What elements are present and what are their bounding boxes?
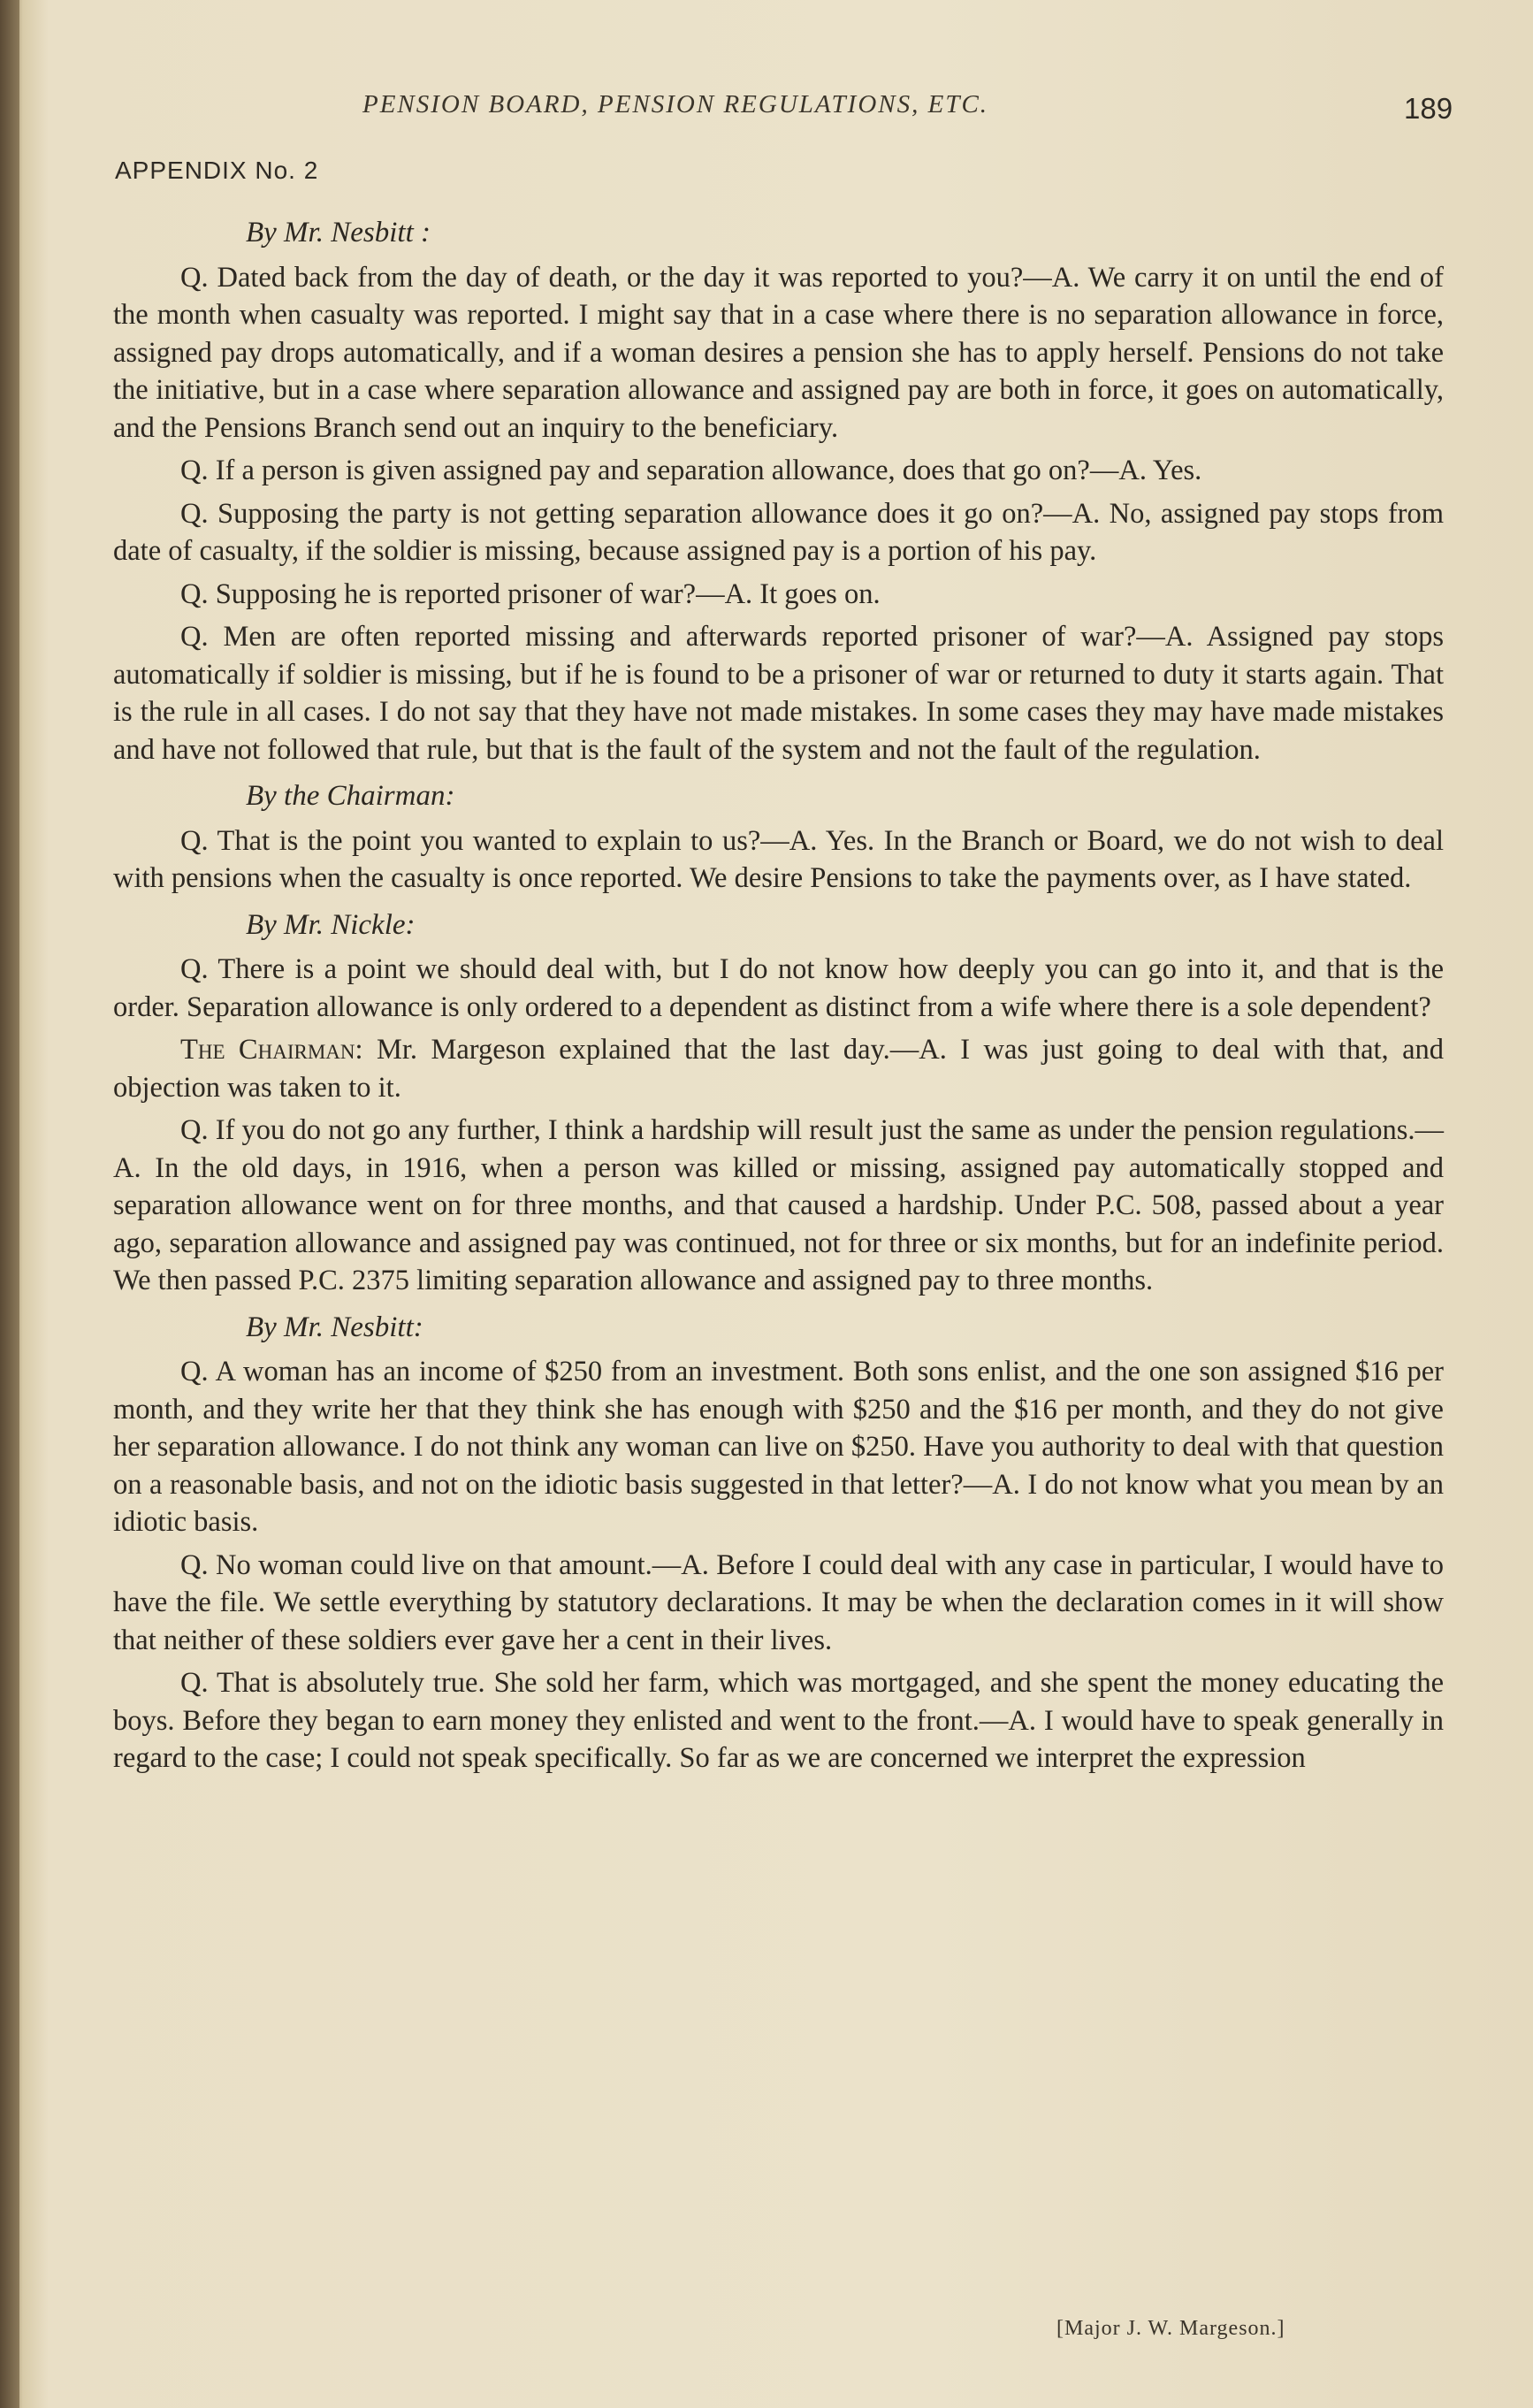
paragraph: Q. Supposing the party is not getting separation allowance does it go on?—A. No, assigned pay stops from date of casualty, if the soldier is missing, because assigned pay is a portion of his pay. — [113, 497, 1444, 567]
speaker-heading: By Mr. Nesbitt: — [246, 1311, 423, 1343]
paragraph: Q. That is the point you wanted to explain to us?—A. Yes. In the Branch or Board, we do not wish to deal with pensions when the casualty is once reported. We desire Pensions to take the payments over, as I have stated. — [113, 824, 1444, 894]
page-number: 189 — [1404, 92, 1453, 125]
paragraph: Q. No woman could live on that amount.—A. Before I could deal with any case in particular, I would have to have the file. We settle everything by statutory declarations. It may be when the declaration comes in it will show that neither of these soldiers ever gave her a cent in their lives. — [113, 1548, 1444, 1656]
paragraph: Q. Supposing he is reported prisoner of war?—A. It goes on. — [180, 577, 881, 610]
witness-footer: [Major J. W. Margeson.] — [1056, 2317, 1285, 2340]
speaker-heading: By the Chairman: — [246, 780, 455, 812]
paragraph: Q. Dated back from the day of death, or the day it was reported to you?—A. We carry it on until the end of the month when casualty was reported. I might say that in a case where there is no separation allowance in force, assigned pay drops automatically, and if a woman desires a pension she has to apply herself. Pensions do not take the initiative, but in a case where separation allowance and assigned pay are both in force, it goes on automatically, and the Pensions Branch send out an inquiry to the beneficiary. — [113, 261, 1444, 444]
speaker-heading: By Mr. Nesbitt : — [246, 217, 431, 248]
appendix-label: APPENDIX No. 2 — [115, 157, 319, 184]
speaker-heading: By Mr. Nickle: — [246, 908, 416, 941]
paragraph: Q. A woman has an income of $250 from an investment. Both sons enlist, and the one son assigned $16 per month, and they write her that they think she has enough with $250 and the $16 per month, and they do not give her separation allowance. I do not think any woman can live on $250. Have you authority to deal with that question on a reasonable basis, and not on the idiotic basis suggested in that letter?—A. I do not know what you mean by an idiotic basis. — [113, 1356, 1444, 1538]
running-header: PENSION BOARD, PENSION REGULATIONS, ETC. — [362, 90, 989, 118]
paragraph: Q. If a person is given assigned pay and separation allowance, does that go on?—A. Yes. — [180, 455, 1202, 486]
book-binding-edge — [0, 0, 19, 2408]
paragraph: Q. If you do not go any further, I think a hardship will result just the same as under the pension regulations.—A. In the old days, in 1916, when a person was killed or missing, assigned pay automatically stopped and separation allowance went on for three months, and that caused a hardship. Under P.C. 508, passed about a year ago, separation allowance and assigned pay was continued, not for three or six months, but for an indefinite period. We then passed P.C. 2375 limiting separation allowance and assigned pay to three months. — [113, 1114, 1444, 1296]
paragraph — [113, 1031, 1444, 1106]
paragraph: Q. There is a point we should deal with, but I do not know how deeply you can go into it, and that is the order. Separation allowance is only ordered to a dependent as distinct from a wife where there is a sole dependent? — [113, 953, 1444, 1023]
paragraph: Q. That is absolutely true. She sold her farm, which was mortgaged, and she spent the money educating the boys. Before they began to earn money they enlisted and went to the front.—A. I would have to speak generally in regard to the case; I could not speak specifically. So far as we are concerned we interpret the expression — [113, 1667, 1444, 1774]
speaker-name: The Chairman — [180, 1034, 355, 1066]
paragraph: Q. Men are often reported missing and afterwards reported prisoner of war?—A. Assigned pay stops automatically if soldier is missing, but if he is found to be a prisoner of war or returned to duty it starts again. That is the rule in all cases. I do not say that they have not made mistakes. In some cases they may have made mistakes and have not followed that rule, but that is the fault of the system and not the fault of the regulation. — [113, 621, 1444, 766]
page-body — [113, 205, 1444, 1783]
paragraph-text: : Mr. Margeson explained that the last day.—A. I was just going to deal with that, and objection was taken to it. — [113, 1034, 1444, 1104]
